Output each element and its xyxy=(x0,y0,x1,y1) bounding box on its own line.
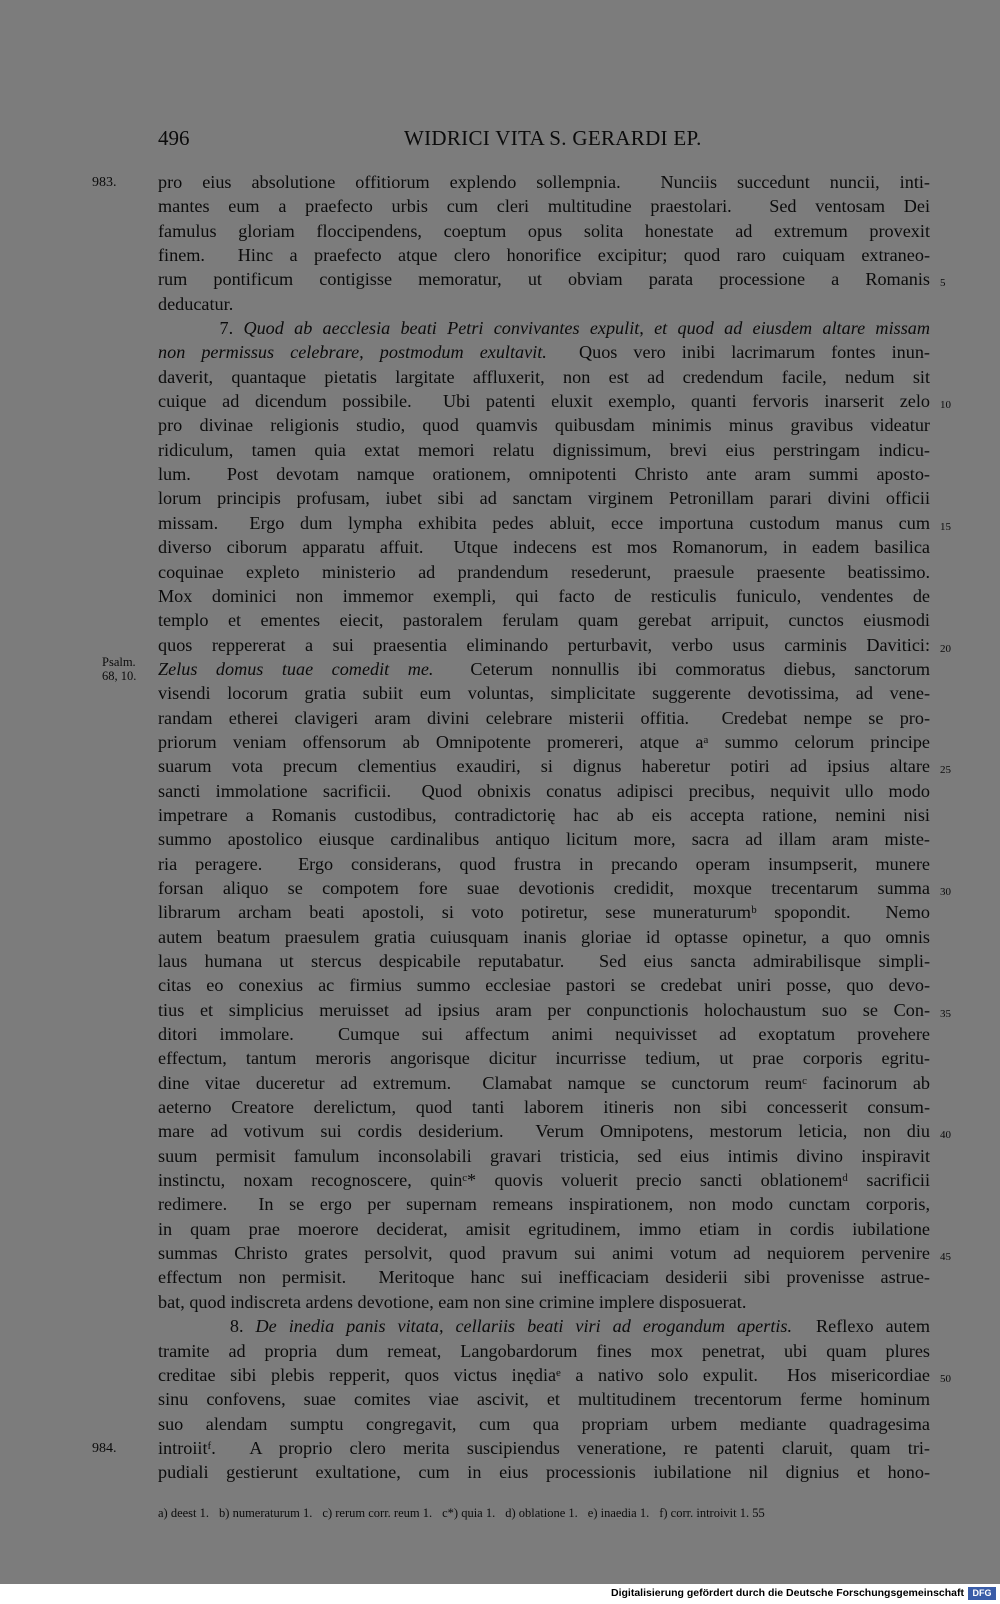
text-line xyxy=(158,243,930,267)
text-line xyxy=(158,1412,930,1436)
text-line xyxy=(158,633,951,657)
text-line xyxy=(158,194,930,218)
text-segment: effectum non permisit. Meritoque hanc sui inefficaciam desiderii sibi provenisse astrue- xyxy=(158,1267,930,1288)
text-segment: pro divinae religionis studio, quod quamvis quibusdam minimis minus gravibus videatur xyxy=(158,415,930,436)
text-segment: impetrare a Romanis custodibus, contradictorię hac ab eis accepta ratione, nemini nisi xyxy=(158,804,930,825)
text-segment: ria peragere. Ergo considerans, quod frustra in precando operam insumpserit, munere xyxy=(158,853,930,874)
text-segment: suo alendam sumptu congregavit, cum qua propriam urbem mediante quadragesima xyxy=(158,1413,930,1434)
text-segment: 8. xyxy=(158,1316,256,1337)
text-line xyxy=(158,1192,930,1216)
text-segment: lorum principis profusam, iubet sibi ad sanctam virginem Petronillam parari divini officii xyxy=(158,488,930,509)
text-segment: cuique ad dicendum possibile. Ubi patenti eluxit exemplo, quanti fervoris inarserit zelo xyxy=(158,391,930,412)
italic-heading: non permissus celebrare, postmodum exultavit. xyxy=(158,342,547,363)
text-line xyxy=(158,389,951,413)
footnote: d) oblatione 1. xyxy=(505,1506,578,1520)
text-segment: mare ad votivum sui cordis desiderium. Verum Omnipotens, mestorum leticia, non diu xyxy=(158,1121,930,1142)
text-line xyxy=(158,1241,951,1265)
text-line xyxy=(158,827,930,851)
page-number: 496 xyxy=(158,126,190,150)
text-line xyxy=(158,706,930,730)
italic-heading: Zelus domus tuae comedit me. xyxy=(158,658,434,679)
text-line xyxy=(102,654,931,683)
text-segment: laus humana ut stercus despicabile reputabatur. Sed eius sancta admirabilisque simpli- xyxy=(158,951,930,971)
text-line xyxy=(158,1290,930,1314)
dfg-logo-icon: DFG xyxy=(968,1587,996,1600)
margin-year: 984. xyxy=(92,1440,117,1456)
text-segment: mantes eum a praefecto urbis cum cleri multitudine praestolari. Sed ventosam Dei xyxy=(158,196,930,217)
text-segment: Quos vero inibi lacrimarum fontes inun- xyxy=(546,342,930,363)
margin-citation: Psalm. 68, 10. xyxy=(102,654,137,683)
italic-heading: De inedia panis vitata, cellariis beati viri ad erogandum apertis. xyxy=(255,1316,793,1337)
text-line xyxy=(158,219,930,243)
text-segment: 7. xyxy=(158,318,244,339)
text-segment: diverso ciborum apparatu affuit. Utque indecens est mos Romanorum, in eadem basilica xyxy=(158,537,930,558)
footer-bar xyxy=(0,1584,1000,1604)
text-line xyxy=(158,900,930,924)
text-segment: randam etherei clavigeri aram divini celebrare misterii offitia. Credebat nempe se pro- xyxy=(158,707,930,728)
text-segment: aeterno Creatore derelictum, quod tanti laborem itineris non sibi concesserit consum- xyxy=(158,1097,930,1118)
text-segment: sinu confovens, suae comites viae ascivit, et multitudinem trecentorum ferme hominum xyxy=(158,1389,930,1410)
text-segment: summo apostolico eiusque cardinalibus antiquo licitum more, sacra ad illam aram miste- xyxy=(158,829,930,850)
text-segment: introiitᶠ. A proprio clero merita suscipiendus veneratione, re patenti claruit, quam tri- xyxy=(158,1437,930,1458)
text-segment: citas eo conexius ac firmius summo ecclesiae pastori se credebat uniri posse, quo devo- xyxy=(158,975,930,996)
text-segment: ridiculum, tamen quia extat memori relatu dignissimum, brevi eius perstringam indicu- xyxy=(158,439,930,460)
line-number: 10 xyxy=(940,399,951,412)
text-line xyxy=(158,267,946,291)
line-number: 20 xyxy=(940,642,951,655)
text-line xyxy=(158,998,951,1022)
text-line xyxy=(158,1119,951,1143)
text-segment: priorum veniam offensorum ab Omnipotente promereri, atque aᵃ summo celorum principe xyxy=(158,731,930,752)
text-segment: coquinae expleto ministerio ad prandendum resederunt, praesule praesente beatissimo. xyxy=(158,561,930,582)
text-line xyxy=(158,779,930,803)
text-segment: quos reppererat a sui praesentia eliminando perturbavit, verbo usus carminis Davitici: xyxy=(158,634,930,655)
text-line xyxy=(158,560,930,584)
text-line xyxy=(158,925,930,949)
line-number: 50 xyxy=(940,1372,951,1385)
line-number: 30 xyxy=(940,885,951,898)
text-line xyxy=(158,1339,930,1363)
text-segment: Mox dominici non immemor exempli, qui facto de resticulis funiculo, vendentes de xyxy=(158,585,930,606)
text-line xyxy=(158,1387,930,1411)
text-line xyxy=(158,973,930,997)
line-number: 45 xyxy=(940,1251,951,1264)
text-line xyxy=(158,438,930,462)
footnote: c) rerum corr. reum 1. xyxy=(322,1506,433,1520)
text-line xyxy=(158,1046,930,1070)
text-line xyxy=(158,681,930,705)
footnote: b) numeraturum 1. xyxy=(219,1506,313,1520)
text-segment: rum pontificum contigisse memoratur, ut obviam parata processione a Romanis xyxy=(158,269,930,290)
text-segment: suum permisit famulum inconsolabili gravari tristicia, sed eius intimis divino inspiravit xyxy=(158,1145,930,1166)
footnotes xyxy=(158,1506,948,1521)
line-number: 15 xyxy=(940,520,951,533)
text-line xyxy=(158,316,930,340)
text-line xyxy=(158,340,930,364)
text-segment: in quam prae moerore deciderat, amisit egritudinem, immo etiam in cordis iubilatione xyxy=(158,1218,930,1239)
text-segment: librarum archam beati apostoli, si voto potiretur, sese muneraturumᵇ spopondit. Nemo xyxy=(158,902,930,923)
line-number: 5 xyxy=(940,277,946,290)
page-header xyxy=(158,126,920,154)
funding-notice: Digitalisierung gefördert durch die Deutsche Forschungsgemeinschaft xyxy=(611,1587,964,1599)
text-line xyxy=(158,511,951,535)
text-segment: visendi locorum gratia subiit eum voluntas, simplicitate suggerente devotissima, ad vene- xyxy=(158,683,930,704)
footnote: c*) quia 1. xyxy=(442,1506,496,1520)
text-segment: bat, quod indiscreta ardens devotione, eam non sine crimine implere disposuerat. xyxy=(158,1291,747,1312)
text-segment: autem beatum praesulem gratia cuiusquam inanis gloriae id optasse opinetur, a quo omnis xyxy=(158,926,930,947)
text-segment: finem. Hinc a praefecto atque clero honorifice excipitur; quod raro cuiquam extraneo- xyxy=(158,245,930,266)
text-line xyxy=(158,730,930,754)
text-line xyxy=(158,1314,930,1338)
footnote: a) deest 1. xyxy=(158,1506,210,1520)
text-line xyxy=(158,584,930,608)
text-segment: famulus gloriam floccipendens, coeptum opus solita honestate ad extremum provexit xyxy=(158,220,930,241)
text-line xyxy=(158,413,930,437)
text-segment: redimere. In se ergo per supernam remeans inspirationem, non modo cunctam corporis, xyxy=(158,1194,930,1215)
text-line xyxy=(158,535,930,559)
text-line xyxy=(158,1217,930,1241)
text-line xyxy=(158,852,930,876)
text-segment: creditae sibi plebis repperit, quos victus inędiaᵉ a nativo solo expulit. Hos misericordiae xyxy=(158,1364,930,1385)
text-segment: ditori immolare. Cumque sui affectum animi nequivisset ad exoptatum provehere xyxy=(158,1024,930,1045)
text-line xyxy=(92,1436,930,1460)
text-line xyxy=(158,608,930,632)
text-segment: lum. Post devotam namque orationem, omnipotenti Christo ante aram summi aposto- xyxy=(158,464,930,485)
italic-heading: Quod ab aecclesia beati Petri convivantes expulit, et quod ad eiusdem altare missam xyxy=(243,318,931,339)
text-segment: pro eius absolutione offitiorum explendo sollempnia. Nunciis succedunt nuncii, inti- xyxy=(158,172,930,192)
text-segment: Reflexo autem xyxy=(792,1316,931,1337)
text-segment: daverit, quantaque pietatis largitate affluxerit, non est ad credendum facile, nedum sit xyxy=(158,366,930,387)
text-segment: deducatur. xyxy=(158,293,234,314)
text-line xyxy=(158,1363,951,1387)
line-number: 25 xyxy=(940,764,951,777)
text-line xyxy=(158,754,951,778)
text-line xyxy=(158,1022,930,1046)
text-segment: dine vitae duceretur ad extremum. Clamabat namque se cunctorum reumᶜ facinorum ab xyxy=(158,1072,930,1093)
line-number: 40 xyxy=(940,1129,951,1142)
text-segment: forsan aliquo se compotem fore suae devotionis credidit, moxque trecentarum summa xyxy=(158,877,930,898)
text-segment: tramite ad propria dum remeat, Langobardorum fines mox penetrat, ubi quam plures xyxy=(158,1340,930,1361)
text-segment: sancti immolatione sacrificii. Quod obnixis conatus adipisci precibus, nequivit ullo modo xyxy=(158,780,930,801)
text-segment: summas Christo grates persolvit, quod pravum sui animi votum ad nequiorem pervenire xyxy=(158,1243,930,1264)
text-line xyxy=(158,949,930,973)
text-line xyxy=(158,1071,930,1095)
text-line xyxy=(158,486,930,510)
text-segment: missam. Ergo dum lympha exhibita pedes abluit, ecce importuna custodum manus cum xyxy=(158,512,930,533)
text-line xyxy=(158,462,930,486)
text-line xyxy=(158,1095,930,1119)
text-line xyxy=(158,1265,930,1289)
text-segment: instinctu, noxam recognoscere, quinᶜ* quovis voluerit precio sancti oblationemᵈ sacrificii xyxy=(158,1170,930,1191)
footnote: e) inaedia 1. xyxy=(587,1506,650,1520)
text-segment: pudiali gestierunt exultatione, cum in eius processionis iubilatione nil dignius et hono- xyxy=(158,1462,930,1483)
text-segment: effectum, tantum meroris angorisque dicitur incurrisse tedium, ut prae corporis egritu- xyxy=(158,1048,930,1069)
text-line xyxy=(158,1168,930,1192)
main-text xyxy=(92,170,951,1485)
text-segment: suarum vota precum clementius exaudiri, si dignus haberetur potiri ad ipsius altare xyxy=(158,756,930,777)
text-segment: Ceterum nonnullis ibi commoratus diebus, sanctorum xyxy=(433,658,931,679)
text-line xyxy=(92,170,930,194)
text-line xyxy=(158,1144,930,1168)
footnote: f) corr. introivit 1. 55 xyxy=(659,1506,765,1520)
text-line xyxy=(158,876,951,900)
text-line xyxy=(158,292,930,316)
line-number: 35 xyxy=(940,1007,951,1020)
text-line xyxy=(158,365,930,389)
text-line xyxy=(158,1460,930,1484)
margin-year: 983. xyxy=(92,175,117,190)
text-segment: tius et simplicius meruisset ad ipsius aram per conpunctionis holochaustum suo se Con- xyxy=(158,999,930,1020)
running-title: WIDRICI VITA S. GERARDI EP. xyxy=(404,126,702,150)
text-line xyxy=(158,803,930,827)
text-segment: templo et ementes eiecit, pastoralem ferulam quam gerebat arripuit, cunctos eiusmodi xyxy=(158,610,930,631)
